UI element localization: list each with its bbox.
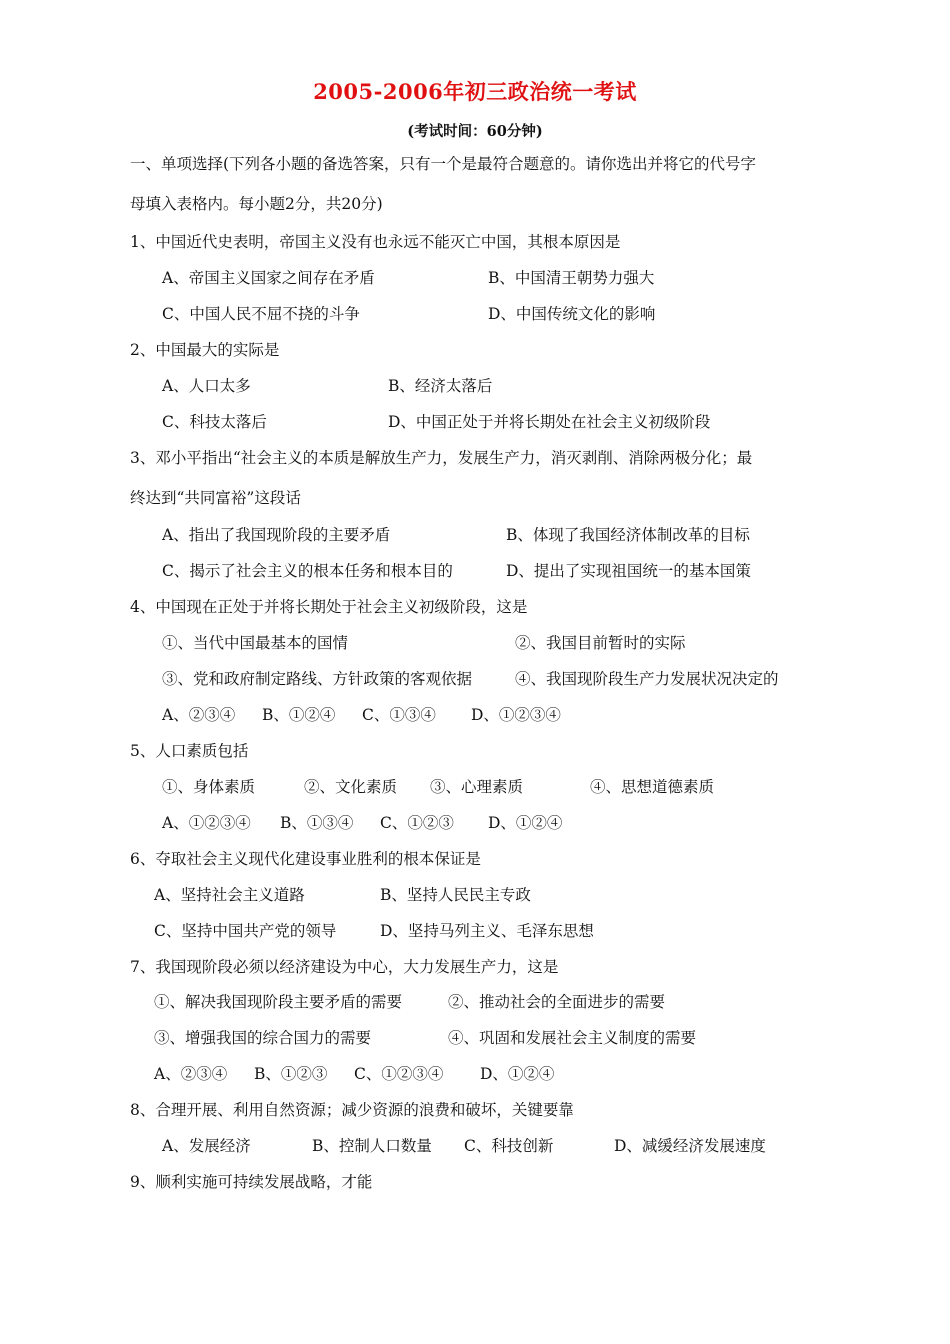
question-3-option-c: C、揭示了社会主义的根本任务和根本目的 — [162, 562, 453, 580]
question-5-option-d: D、①②④ — [488, 814, 563, 832]
question-1-option-d: D、中国传统文化的影响 — [488, 305, 656, 323]
question-5-item-2: ②、文化素质 — [304, 778, 398, 796]
question-3-option-b: B、体现了我国经济体制改革的目标 — [506, 526, 750, 544]
question-1-option-c: C、中国人民不屈不挠的斗争 — [162, 305, 360, 323]
question-7-item-2: ②、推动社会的全面进步的需要 — [448, 993, 666, 1011]
question-5-stem: 5、人口素质包括 — [130, 742, 249, 760]
question-8-option-a: A、发展经济 — [162, 1137, 251, 1155]
question-3-option-d: D、提出了实现祖国统一的基本国策 — [506, 562, 751, 580]
question-4-item-2: ②、我国目前暂时的实际 — [515, 634, 686, 652]
question-4-item-3: ③、党和政府制定路线、方针政策的客观依据 — [162, 670, 473, 688]
question-6-option-d: D、坚持马列主义、毛泽东思想 — [380, 922, 594, 940]
question-2-option-a: A、人口太多 — [162, 377, 251, 395]
question-7-option-c: C、①②③④ — [354, 1065, 444, 1083]
question-5-item-4: ④、思想道德素质 — [590, 778, 715, 796]
question-7-stem: 7、我国现阶段必须以经济建设为中心，大力发展生产力，这是 — [130, 958, 559, 976]
question-4-option-b: B、①②④ — [262, 706, 336, 724]
question-3-stem-continued: 终达到“共同富裕”这段话 — [130, 489, 301, 507]
question-7-option-a: A、②③④ — [154, 1065, 228, 1083]
question-5-item-3: ③、心理素质 — [430, 778, 524, 796]
question-4-option-d: D、①②③④ — [471, 706, 561, 724]
section-instructions-line2: 母填入表格内。每小题2分，共20分) — [130, 195, 383, 213]
question-7-item-4: ④、巩固和发展社会主义制度的需要 — [448, 1029, 697, 1047]
exam-title: 2005-2006年初三政治统一考试 — [313, 79, 637, 104]
question-6-option-b: B、坚持人民民主专政 — [380, 886, 531, 904]
question-2-stem: 2、中国最大的实际是 — [130, 341, 280, 359]
question-7-option-d: D、①②④ — [480, 1065, 555, 1083]
question-1-stem: 1、中国近代史表明，帝国主义没有也永远不能灭亡中国，其根本原因是 — [130, 233, 621, 251]
question-3-stem: 3、邓小平指出“社会主义的本质是解放生产力，发展生产力，消灭剥削、消除两极分化；最 — [130, 449, 753, 467]
question-2-option-d: D、中国正处于并将长期处在社会主义初级阶段 — [388, 413, 711, 431]
question-5-item-1: ①、身体素质 — [162, 778, 256, 796]
question-2-option-c: C、科技太落后 — [162, 413, 267, 431]
question-7-item-1: ①、解决我国现阶段主要矛盾的需要 — [154, 993, 403, 1011]
question-6-stem: 6、夺取社会主义现代化建设事业胜利的根本保证是 — [130, 850, 481, 868]
question-8-stem: 8、合理开展、利用自然资源；减少资源的浪费和破坏，关键要靠 — [130, 1101, 574, 1119]
question-4-option-a: A、②③④ — [162, 706, 236, 724]
question-7-option-b: B、①②③ — [254, 1065, 328, 1083]
question-6-option-a: A、坚持社会主义道路 — [154, 886, 305, 904]
question-4-stem: 4、中国现在正处于并将长期处于社会主义初级阶段，这是 — [130, 598, 528, 616]
question-5-option-c: C、①②③ — [380, 814, 454, 832]
question-8-option-b: B、控制人口数量 — [312, 1137, 432, 1155]
question-5-option-a: A、①②③④ — [162, 814, 251, 832]
question-1-option-b: B、中国清王朝势力强大 — [488, 269, 655, 287]
question-2-option-b: B、经济太落后 — [388, 377, 493, 395]
question-7-item-3: ③、增强我国的综合国力的需要 — [154, 1029, 372, 1047]
question-5-option-b: B、①③④ — [280, 814, 354, 832]
question-9-stem: 9、顺利实施可持续发展战略，才能 — [130, 1173, 373, 1191]
question-6-option-c: C、坚持中国共产党的领导 — [154, 922, 337, 940]
question-4-option-c: C、①③④ — [362, 706, 436, 724]
question-3-option-a: A、指出了我国现阶段的主要矛盾 — [162, 526, 391, 544]
section-instructions-line1: 一、单项选择(下列各小题的备选答案，只有一个是最符合题意的。请你选出并将它的代号字 — [130, 155, 757, 173]
question-4-item-4: ④、我国现阶段生产力发展状况决定的 — [515, 670, 779, 688]
question-8-option-c: C、科技创新 — [464, 1137, 554, 1155]
question-8-option-d: D、减缓经济发展速度 — [614, 1137, 766, 1155]
question-4-item-1: ①、当代中国最基本的国情 — [162, 634, 349, 652]
exam-duration: (考试时间：60分钟) — [407, 123, 543, 140]
question-1-option-a: A、帝国主义国家之间存在矛盾 — [162, 269, 375, 287]
